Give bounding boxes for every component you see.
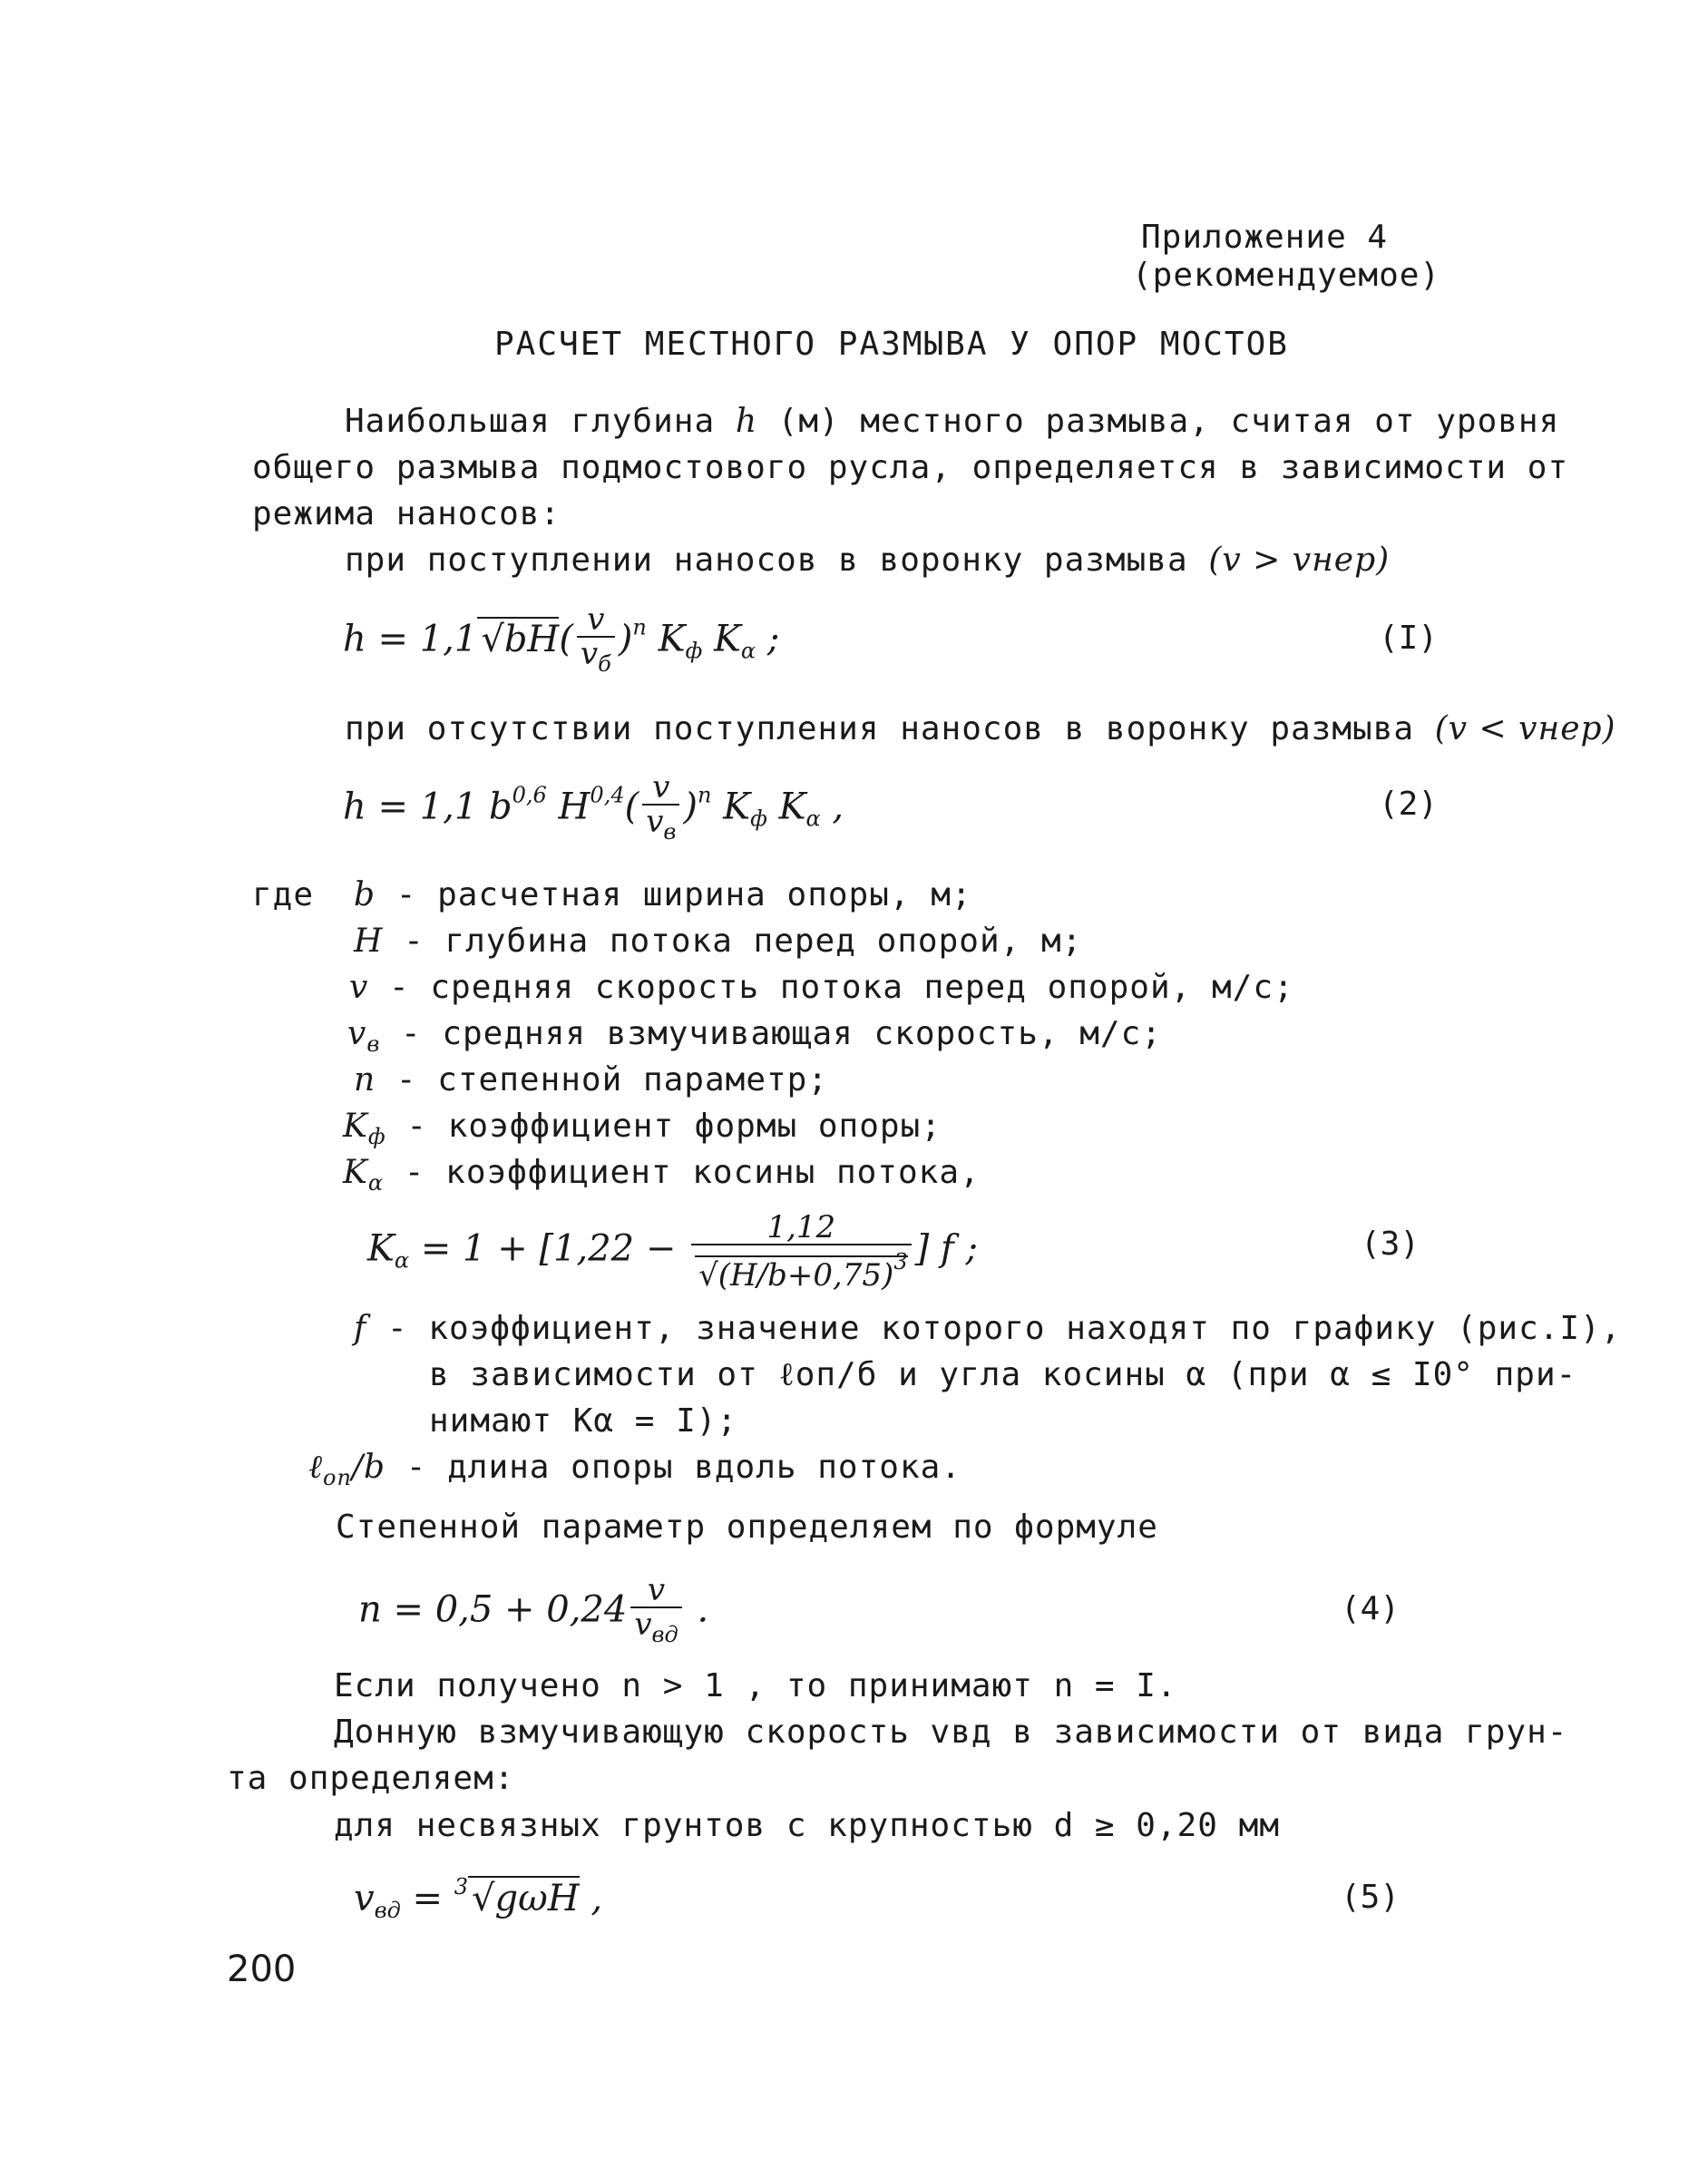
equation-number-3: (3) [1361,1226,1420,1263]
if-obtained-line: Если получено n > 1 , то принимают n = I. [334,1667,1177,1704]
def-f-line-1: f - коэффициент, значение которого находят по графику (рис.I), [354,1310,1622,1347]
power-param-text: Степенной параметр определяем по формуле [336,1509,1158,1546]
formula-5: $v_{вд} = ^3$ √gωH , [354,1874,603,1923]
def-f-line-2: в зависимости от ℓоп/б и угла косины α (при α ≤ I0° при- [429,1356,1577,1393]
formula-4: n = 0,5 + 0,24 $\frac{v}{v_{вд}}$ . [358,1572,709,1647]
def-H: H - глубина потока перед опорой, м; [354,923,1083,960]
def-lop: ℓ$_{оп}$/b - длина опоры вдоль потока. [308,1449,961,1490]
appendix-note: (рекомендуемое) [1132,257,1441,294]
cohesionless-line: для несвязных грунтов с крупностью d ≥ 0,20 мм [334,1807,1280,1844]
equation-number-5: (5) [1341,1879,1401,1916]
equation-number-1: (I) [1379,620,1439,657]
bottom-velocity-line-1: Донную взмучивающую скорость vвд в зависимости от вида грун- [334,1714,1568,1751]
def-n: n - степенной параметр; [354,1061,829,1099]
bottom-velocity-line-2: та определяем: [227,1760,515,1797]
case-2-text: при отсутствии поступления наносов в воронку размыва (v < vнер) [345,710,1616,747]
page-number: 200 [227,1948,297,1990]
equation-number-4: (4) [1341,1590,1401,1627]
intro-line-1: Наибольшая глубина h (м) местного размыва, считая от уровня [345,403,1560,440]
case-1-text: при поступлении наносов в воронку размыва (v > vнер) [345,542,1391,579]
def-ka: $K_\alpha$ - коэффициент косины потока, [343,1154,981,1196]
def-v: v - средняя скорость потока перед опорой, м/с; [349,969,1294,1006]
appendix-label: Приложение 4 [1141,219,1389,256]
intro-line-3: режима наносов: [252,495,561,532]
formula-3: $K_\alpha = 1 + [1,22$ − $\frac{1,12}{√(H/b+0,75)^3}$ ] f ; [367,1209,978,1294]
where-label: где [252,876,315,913]
def-b: b - расчетная ширина опоры, м; [354,876,972,913]
def-vv: $v_в$ - средняя взмучивающая скорость, м/с; [347,1015,1162,1057]
equation-number-2: (2) [1379,786,1439,823]
document-title: РАСЧЕТ МЕСТНОГО РАЗМЫВА У ОПОР МОСТОВ [494,326,1289,363]
def-f-line-3: нимают Kα = I); [429,1402,738,1440]
formula-2: h = 1,1 $b^{0,6}$ H$^{0,4}$( $\frac{v}{v_в}$ )$^n$ $K_ф$ $K_\alpha$ , [343,769,844,845]
def-kf: $K_ф$ - коэффициент формы опоры; [343,1108,942,1149]
intro-line-2: общего размыва подмостового русла, определяется в зависимости от [252,449,1569,486]
formula-1: h = 1,1 √bH( $\frac{v}{v_б}$ )$^n$ $K_ф$ $K_\alpha$ ; [343,601,780,677]
